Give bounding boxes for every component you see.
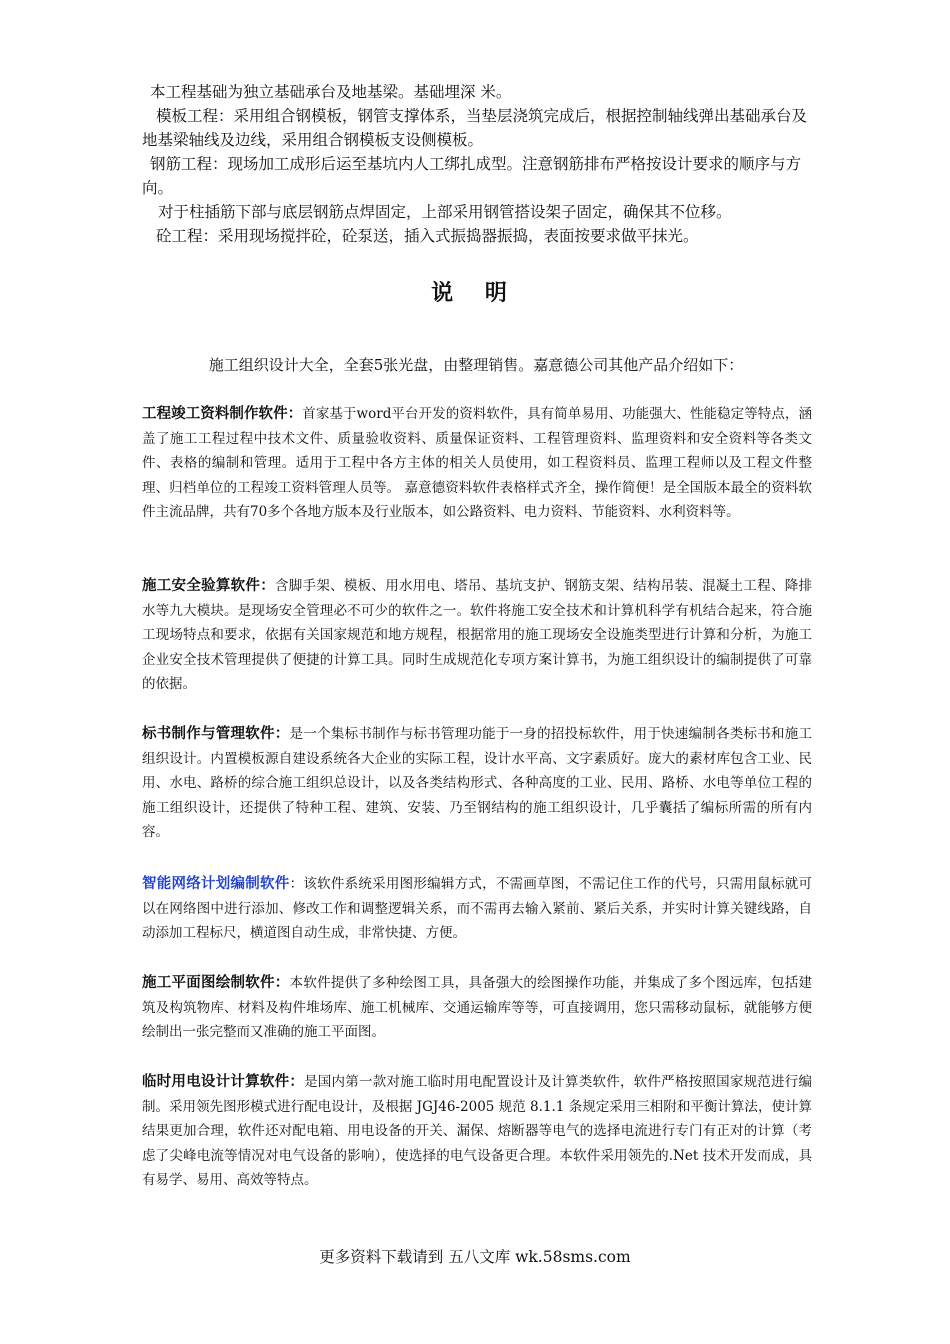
section-as-built-software xyxy=(142,402,812,525)
section-heading: 工程竣工资料制作软件： xyxy=(142,406,303,422)
footer-download-note[interactable]: 更多资料下载请到 五八文库 wk.58sms.com xyxy=(319,1248,631,1266)
intro-paragraph: 对于柱插筋下部与底层钢筋点焊固定，上部采用钢管搭设架子固定，确保其不位移。 xyxy=(158,203,732,221)
section-body: 是一个集标书制作与标书管理功能于一身的招投标软件，用于快速编制各类标书和施工组织设计。内置模板源自建设系统各大企业的实际工程，设计水平高、文字素质好。庞大的素材库包含工业、民用、水电、路桥的综合施工组织总设计，以及各类结构形式、各种高度的工业、民用、路桥、水电等单位工程的施工组织设计，还提供了特种工程、建筑、安装、乃至钢结构的施工组织设计，几乎囊括了编标所需的所有内容。 xyxy=(142,726,813,840)
section-body: 本软件提供了多种绘图工具，具备强大的绘图操作功能，并集成了多个图远库，包括建筑及构筑物库、材料及构件堆场库、施工机械库、交通运输库等等，可直接调用，您只需移动鼠标，就能够方便绘制出一张完整而又准确的施工平面图。 xyxy=(142,975,813,1040)
section-body: 含脚手架、模板、用水用电、塔吊、基坑支护、钢筋支架、结构吊装、混凝土工程、降排水等九大模块。是现场安全管理必不可少的软件之一。软件将施工安全技术和计算机科学有机结合起来，符合施工现场特点和要求，依据有关国家规范和地方规程，根据常用的施工现场安全设施类型进行计算和分析，为施工企业安全技术管理提供了便捷的计算工具。同时生成规范化专项方案计算书，为施工组织设计的编制提供了可靠的依据。 xyxy=(142,578,813,692)
intro-paragraph: 本工程基础为独立基础承台及地基梁。基础埋深 米。 xyxy=(150,83,512,101)
section-heading: 施工安全验算软件： xyxy=(142,578,275,594)
section-body: 是国内第一款对施工临时用电配置设计及计算类软件，软件严格按照国家规范进行编制。采用领先图形模式进行配电设计，及根据 JGJ46-2005 规范 8.1.1 条规定采用三相附和平衡计算法，使计算结果更加合理，软件还对配电箱、用电设备的开关、漏保、熔断器等电气的选择电流进行专门有正对的计算（考虑了尖峰电流等情况对电气设备的影响），使选择的电气设备更合理。本软件采用领先的.Net 技术开发而成，具有易学、易用、高效等特点。 xyxy=(142,1074,813,1188)
section-body: 首家基于word平台开发的资料软件，具有简单易用、功能强大、性能稳定等特点，涵盖了施工工程过程中技术文件、质量验收资料、质量保证资料、工程管理资料、监理资料和安全资料等各类文件、表格的编制和管理。适用于工程中各方主体的相关人员使用，如工程资料员、监理工程师以及工程文件整理、归档单位的工程竣工资料管理人员等。 嘉意德资料软件表格样式齐全，操作简便！是全国版本最全的资料软件主流品牌，共有70多个各地方版本及行业版本，如公路资料、电力资料、节能资料、水利资料等。 xyxy=(142,406,813,520)
section-temp-power-software xyxy=(142,1070,812,1193)
intro-paragraph: 模板工程：采用组合钢模板，钢管支撑体系，当垫层浇筑完成后，根据控制轴线弹出基础承台及地基梁轴线及边线，采用组合钢模板支设侧模板。 xyxy=(142,107,808,149)
intro-paragraph: 砼工程：采用现场搅拌砼，砼泵送，插入式振捣器振捣，表面按要求做平抹光。 xyxy=(156,227,699,245)
section-heading: 施工平面图绘制软件： xyxy=(142,975,290,991)
section-tender-software xyxy=(142,722,812,845)
section-network-plan-software xyxy=(142,872,812,946)
lead-paragraph: 施工组织设计大全，全套5张光盘，由整理销售。嘉意德公司其他产品介绍如下： xyxy=(208,356,744,374)
intro-text xyxy=(142,80,810,248)
section-safety-calc-software xyxy=(142,574,812,697)
section-body: ：该软件系统采用图形编辑方式，不需画草图，不需记住工作的代号，只需用鼠标就可以在网络图中进行添加、修改工作和调整逻辑关系，而不需再去输入紧前、紧后关系，并实时计算关键线路，自动添加工程标尺，横道图自动生成，非常快捷、方便。 xyxy=(142,876,813,941)
section-heading-link[interactable]: 智能网络计划编制软件 xyxy=(142,876,290,892)
intro-paragraph: 钢筋工程：现场加工成形后运至基坑内人工绑扎成型。注意钢筋排布严格按设计要求的顺序与方向。 xyxy=(142,155,802,197)
page-title: 说 明 xyxy=(431,280,519,306)
section-heading: 标书制作与管理软件： xyxy=(142,726,290,742)
section-heading: 临时用电设计计算软件： xyxy=(142,1074,305,1090)
section-site-plan-software xyxy=(142,971,812,1045)
